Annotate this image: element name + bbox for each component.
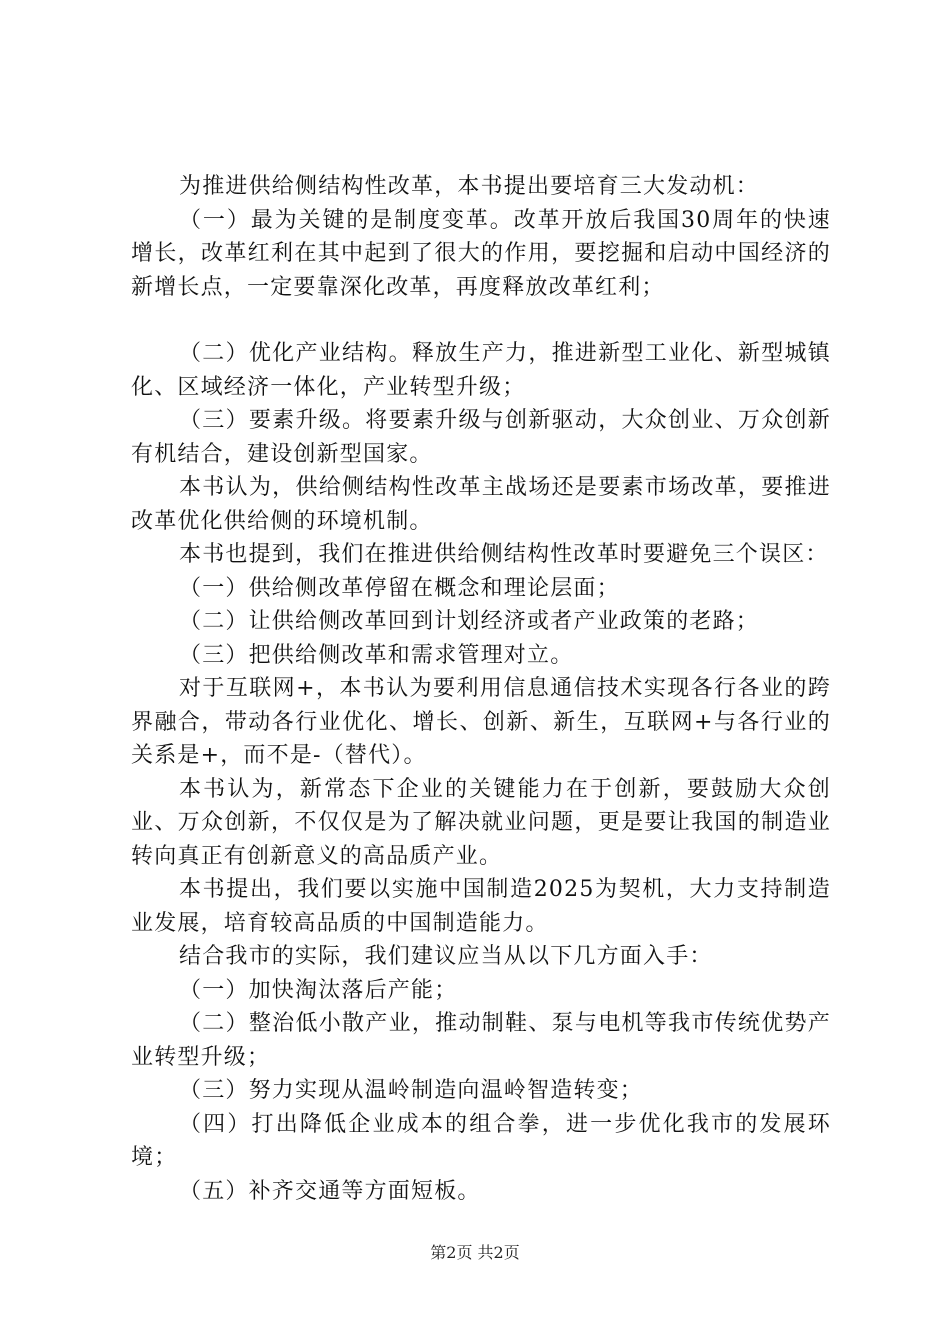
paragraph-suggestion-1: （一）加快淘汰落后产能； [179,977,458,1003]
paragraph-engine-2: （二）优化产业结构。释放生产力，推进新型工业化、新型城镇化、区域经济一体化，产业转型升级； [131,341,831,400]
page-footer: 第2页 共2页 [430,1243,520,1262]
paragraph-three-pitfalls: 本书也提到，我们在推进供给侧结构性改革时要避免三个误区： [179,542,829,567]
paragraph-engine-3: （三）要素升级。将要素升级与创新驱动，大众创业、万众创新有机结合，建设创新型国家。 [131,408,831,467]
document-body [131,170,831,1208]
paragraph-main-battlefield: 本书认为，供给侧结构性改革主战场还是要素市场改革，要推进改革优化供给侧的环境机制。 [131,475,831,534]
paragraph-suggestion-3: （三）努力实现从温岭制造向温岭智造转变； [179,1078,644,1103]
paragraph-suggestion-5: （五）补齐交通等方面短板。 [179,1178,481,1204]
paragraph-pitfall-2: （二）让供给侧改革回到计划经济或者产业政策的老路； [179,609,760,634]
paragraph-suggestion-2: （二）整治低小散产业，推动制鞋、泵与电机等我市传统优势产业转型升级； [131,1011,831,1070]
paragraph-made-in-china-2025: 本书提出，我们要以实施中国制造2025为契机，大力支持制造业发展，培育较高品质的中国制造能力。 [131,877,831,936]
paragraph-internet-plus: 对于互联网+，本书认为要利用信息通信技术实现各行各业的跨界融合，带动各行业优化、增长、创新、新生，互联网+与各行业的关系是+，而不是-（替代）。 [131,676,831,768]
paragraph-intro: 为推进供给侧结构性改革，本书提出要培育三大发动机： [179,174,760,199]
paragraph-pitfall-3: （三）把供给侧改革和需求管理对立。 [179,642,574,668]
paragraph-spacer [131,304,831,337]
paragraph-suggestions-intro: 结合我市的实际，我们建议应当从以下几方面入手： [179,944,713,969]
paragraph-pitfall-1: （一）供给侧改革停留在概念和理论层面； [179,575,620,601]
paragraph-engine-1: （一）最为关键的是制度变革。改革开放后我国30周年的快速增长，改革红利在其中起到了很大的作用，要挖掘和启动中国经济的新增长点，一定要靠深化改革，再度释放改革红利； [131,207,831,300]
paragraph-suggestion-4: （四）打出降低企业成本的组合拳，进一步优化我市的发展环境； [131,1111,831,1170]
paragraph-innovation: 本书认为，新常态下企业的关键能力在于创新，要鼓励大众创业、万众创新，不仅仅是为了解决就业问题，更是要让我国的制造业转向真正有创新意义的高品质产业。 [131,776,831,869]
